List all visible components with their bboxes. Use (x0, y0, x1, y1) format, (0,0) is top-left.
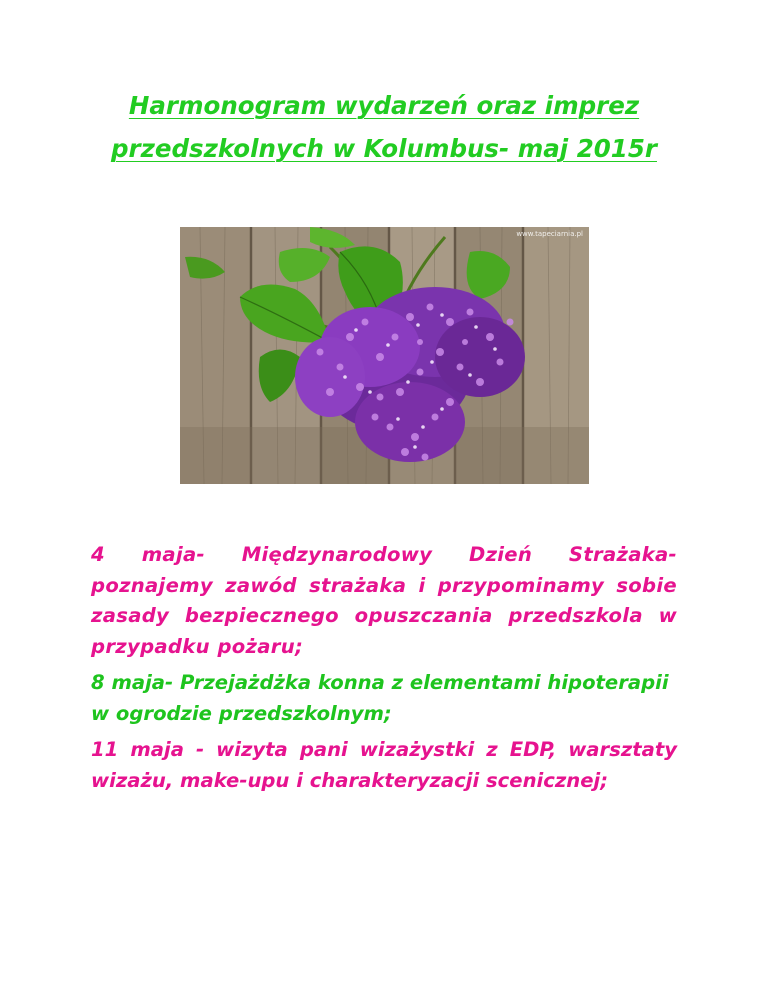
photo-watermark: www.tapeciarnia.pl (516, 230, 583, 238)
title-line-2-text: przedszkolnych w Kolumbus- maj 2015r (111, 134, 657, 163)
lilac-photo-icon (180, 227, 589, 484)
lilac-photo (180, 227, 589, 484)
event-item-3: 11 maja - wizyta pani wizażystki z EDP, warsztaty wizażu, make-upu i charakteryzacji scenicznej; (91, 738, 677, 792)
event-item-2: 8 maja- Przejażdżka konna z elementami hipoterapii w ogrodzie przedszkolnym; (91, 671, 669, 725)
event-item-1: 4 maja- Międzynarodowy Dzień Strażaka-poznajemy zawód strażaka i przypominamy sobie zasady bezpiecznego opuszczania przedszkola w przypadku pożaru; (91, 543, 677, 658)
title-line-1 (0, 84, 768, 127)
title-line-1-text: Harmonogram wydarzeń oraz imprez (128, 91, 640, 120)
title-line-2 (0, 127, 768, 170)
event-list (91, 540, 677, 802)
page-title (0, 84, 768, 170)
